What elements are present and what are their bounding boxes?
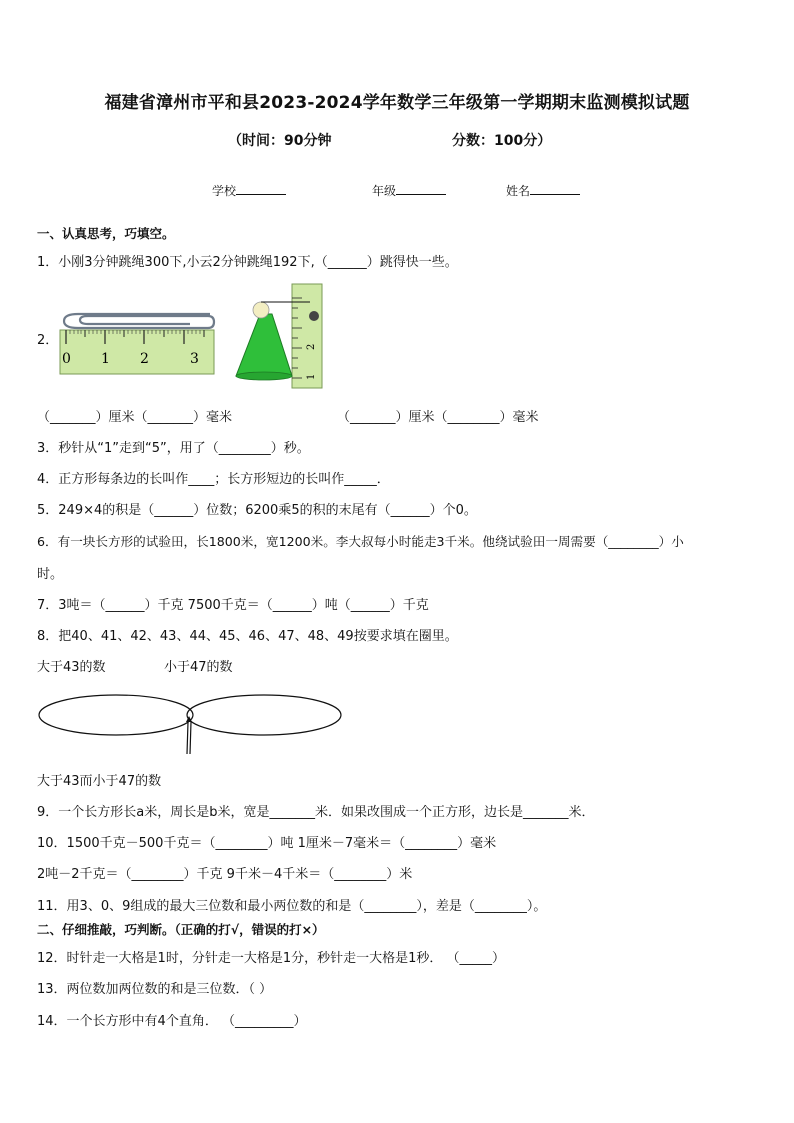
grade-blank[interactable] [396, 182, 446, 195]
question-2-answer-left: （_______）厘米（_______）毫米 [37, 410, 233, 425]
grade-field [372, 182, 446, 199]
question-2-number: 2． [37, 333, 59, 348]
paperclip-ruler-figure [58, 304, 218, 376]
question-7: 7．3吨＝（______）千克 7500千克＝（______）吨（______）千克 [37, 598, 429, 613]
venn-diagram [36, 692, 346, 758]
venn-intersection-label: 大于43而小于47的数 [37, 774, 162, 789]
section-1-heading: 一、认真思考，巧填空。 [37, 226, 175, 241]
question-2-answer-right: （_______）厘米（________）毫米 [337, 410, 539, 425]
question-10-line-1: 10．1500千克－500千克＝（________）吨 1厘米－7毫米＝（________）毫米 [37, 836, 497, 851]
school-blank[interactable] [236, 182, 286, 195]
ruler-tick-label: 1 [101, 351, 110, 367]
cone-top-ball-icon [253, 302, 269, 318]
ink-blot-icon [309, 311, 319, 321]
paperclip-icon [64, 314, 214, 328]
vertical-ruler-tick-label: 2 [306, 343, 317, 350]
question-9: 9．一个长方形长a米，周长是b米，宽是_______米．如果改围成一个正方形，边长是_______米． [37, 805, 595, 820]
section-2-heading: 二、仔细推敲，巧判断。（正确的打√，错误的打×） [37, 922, 325, 937]
ruler-tick-label: 2 [140, 351, 149, 367]
question-6-line-2: 时。 [37, 567, 64, 582]
question-6-line-1: 6．有一块长方形的试验田，长1800米，宽1200米。李大叔每小时能走3千米。他绕试验田一周需要（________）小 [37, 534, 684, 549]
exam-score: 分数：100分） [452, 133, 552, 149]
venn-right-label: 小于47的数 [164, 660, 233, 675]
name-blank[interactable] [530, 182, 580, 195]
cone-icon [236, 314, 292, 376]
venn-circle-left [39, 695, 193, 735]
ruler-tick-label: 3 [190, 351, 199, 367]
venn-left-label: 大于43的数 [37, 660, 106, 675]
question-5: 5．249×4的积是（______）位数；6200乘5的积的末尾有（______）个0。 [37, 503, 477, 518]
grade-label: 年级 [372, 184, 397, 198]
school-field [212, 182, 286, 199]
exam-time: （时间：90分钟 [228, 133, 332, 149]
cone-ruler-figure [230, 278, 330, 390]
question-14: 14．一个长方形中有4个直角． （_________） [37, 1014, 307, 1029]
question-10-line-2: 2吨－2千克＝（________）千克 9千米－4千米＝（________）米 [37, 867, 413, 882]
name-label: 姓名 [506, 184, 531, 198]
question-12: 12．时针走一大格是1时，分针走一大格是1分，秒针走一大格是1秒． （_____） [37, 951, 505, 966]
question-1: 1．小刚3分钟跳绳300下,小云2分钟跳绳192下,（______）跳得快一些。 [37, 255, 458, 270]
venn-pointer-arrow [187, 722, 188, 754]
vertical-ruler-body [292, 284, 322, 388]
school-label: 学校 [212, 184, 237, 198]
question-4: 4．正方形每条边的长叫作____；长方形短边的长叫作_____． [37, 472, 390, 487]
question-11: 11．用3、0、9组成的最大三位数和最小两位数的和是（________），差是（________）。 [37, 899, 547, 914]
page-title: 福建省漳州市平和县2023-2024学年数学三年级第一学期期末监测模拟试题 [104, 93, 690, 113]
ruler-tick-label: 0 [62, 351, 71, 367]
question-13: 13．两位数加两位数的和是三位数．（ ） [37, 982, 273, 997]
question-8: 8．把40、41、42、43、44、45、46、47、48、49按要求填在圈里。 [37, 629, 458, 644]
venn-circle-right [187, 695, 341, 735]
vertical-ruler-tick-label: 1 [306, 373, 317, 380]
question-3: 3．秒针从“1”走到“5”，用了（________）秒。 [37, 441, 310, 456]
name-field [506, 182, 580, 199]
